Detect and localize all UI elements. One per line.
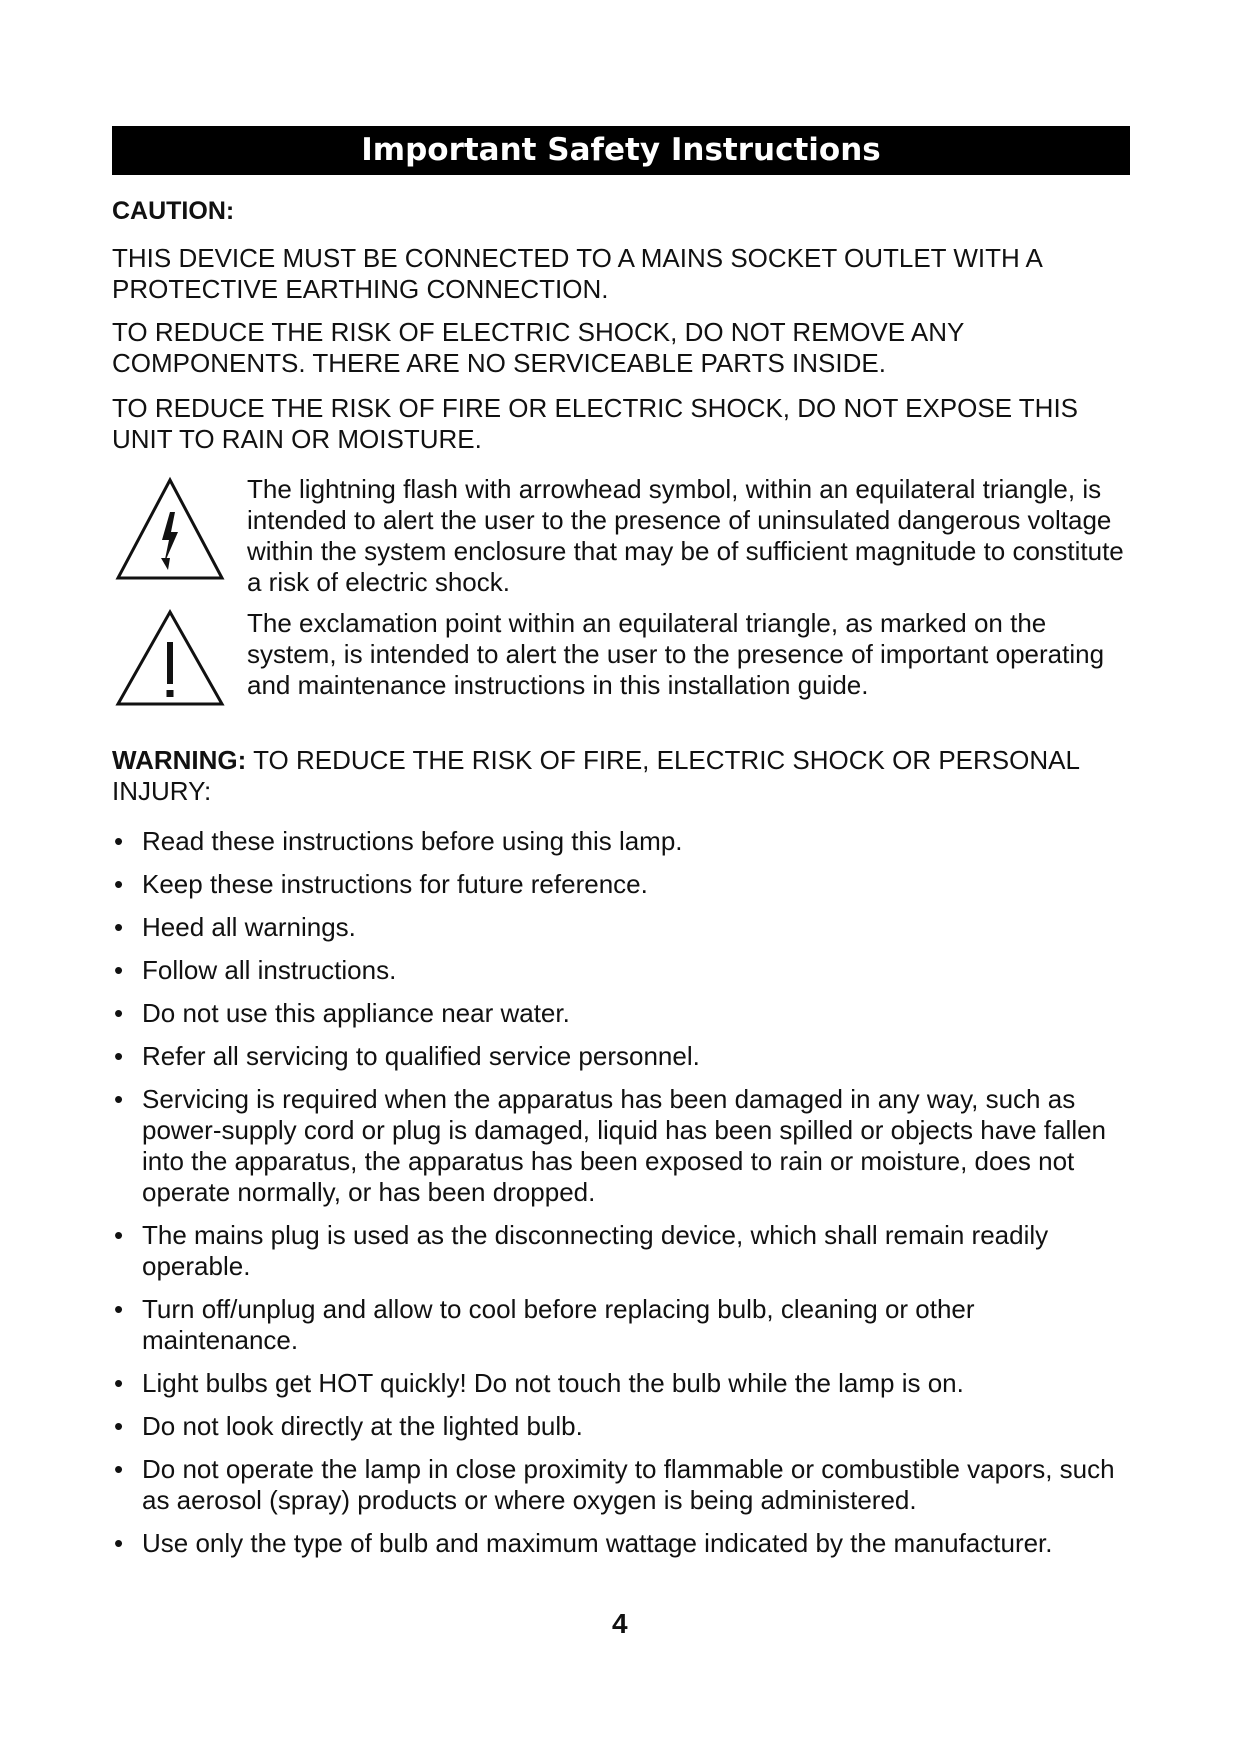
list-item — [112, 1368, 1132, 1399]
caution-label: CAUTION: — [112, 197, 235, 225]
bullet-icon: • — [114, 1220, 124, 1250]
warning-label: WARNING: — [112, 745, 247, 775]
list-item-text: Turn off/unplug and allow to cool before replacing bulb, cleaning or other maintenance. — [142, 1294, 975, 1355]
exclamation-triangle-icon — [112, 608, 228, 708]
safety-instructions-list — [112, 826, 1132, 1571]
bullet-icon: • — [114, 1454, 124, 1484]
list-item — [112, 869, 1132, 900]
bullet-icon: • — [114, 826, 124, 856]
list-item-text: Do not operate the lamp in close proximity to flammable or combustible vapors, such as aerosol (spray) products or where oxygen is being administered. — [142, 1454, 1115, 1515]
caution-paragraph-1: THIS DEVICE MUST BE CONNECTED TO A MAINS SOCKET OUTLET WITH A PROTECTIVE EARTHING CONNECTION. — [112, 243, 1042, 304]
list-item-text: Do not use this appliance near water. — [142, 998, 570, 1028]
list-item-text: Use only the type of bulb and maximum wattage indicated by the manufacturer. — [142, 1528, 1053, 1558]
caution-paragraph-3: TO REDUCE THE RISK OF FIRE OR ELECTRIC SHOCK, DO NOT EXPOSE THIS UNIT TO RAIN OR MOISTURE. — [112, 393, 1079, 454]
list-item-text: The mains plug is used as the disconnecting device, which shall remain readily operable. — [142, 1220, 1049, 1281]
bullet-icon: • — [114, 869, 124, 899]
bullet-icon: • — [114, 998, 124, 1028]
lightning-symbol-description: The lightning flash with arrowhead symbol, within an equilateral triangle, is intended to alert the user to the presence of uninsulated dangerous voltage within the system enclosure that may be of sufficient magnitude to constitute a risk of electric shock. — [247, 474, 1124, 597]
list-item — [112, 998, 1132, 1029]
list-item — [112, 1454, 1132, 1516]
list-item — [112, 826, 1132, 857]
bullet-icon: • — [114, 1294, 124, 1324]
bullet-icon: • — [114, 1084, 124, 1114]
list-item — [112, 1528, 1132, 1559]
caution-paragraph-2: TO REDUCE THE RISK OF ELECTRIC SHOCK, DO NOT REMOVE ANY COMPONENTS. THERE ARE NO SERVICEABLE PARTS INSIDE. — [112, 317, 964, 378]
list-item — [112, 1220, 1132, 1282]
list-item — [112, 1084, 1132, 1208]
list-item-text: Read these instructions before using this lamp. — [142, 826, 683, 856]
lightning-triangle-icon — [112, 474, 228, 584]
list-item-text: Do not look directly at the lighted bulb. — [142, 1411, 583, 1441]
warning-paragraph — [112, 745, 1132, 807]
bullet-icon: • — [114, 912, 124, 942]
bullet-icon: • — [114, 1041, 124, 1071]
exclamation-symbol-description: The exclamation point within an equilateral triangle, as marked on the system, is intended to alert the user to the presence of important operating and maintenance instructions in this installation guide. — [247, 608, 1105, 700]
list-item-text: Heed all warnings. — [142, 912, 356, 942]
list-item — [112, 955, 1132, 986]
page-title: Important Safety Instructions — [112, 126, 1130, 175]
list-item-text: Keep these instructions for future reference. — [142, 869, 648, 899]
list-item — [112, 1411, 1132, 1442]
list-item — [112, 1041, 1132, 1072]
page-number: 4 — [612, 1608, 628, 1639]
list-item — [112, 1294, 1132, 1356]
list-item-text: Refer all servicing to qualified service personnel. — [142, 1041, 700, 1071]
bullet-icon: • — [114, 1411, 124, 1441]
list-item-text: Light bulbs get HOT quickly! Do not touch the bulb while the lamp is on. — [142, 1368, 964, 1398]
list-item-text: Servicing is required when the apparatus has been damaged in any way, such as power-supply cord or plug is damaged, liquid has been spilled or objects have fallen into the apparatus, the apparatus has been exposed to rain or moisture, does not operate normally, or has been dropped. — [142, 1084, 1107, 1207]
list-item — [112, 912, 1132, 943]
bullet-icon: • — [114, 1528, 124, 1558]
warning-text: TO REDUCE THE RISK OF FIRE, ELECTRIC SHOCK OR PERSONAL INJURY: — [112, 745, 1079, 806]
bullet-icon: • — [114, 1368, 124, 1398]
list-item-text: Follow all instructions. — [142, 955, 397, 985]
bullet-icon: • — [114, 955, 124, 985]
